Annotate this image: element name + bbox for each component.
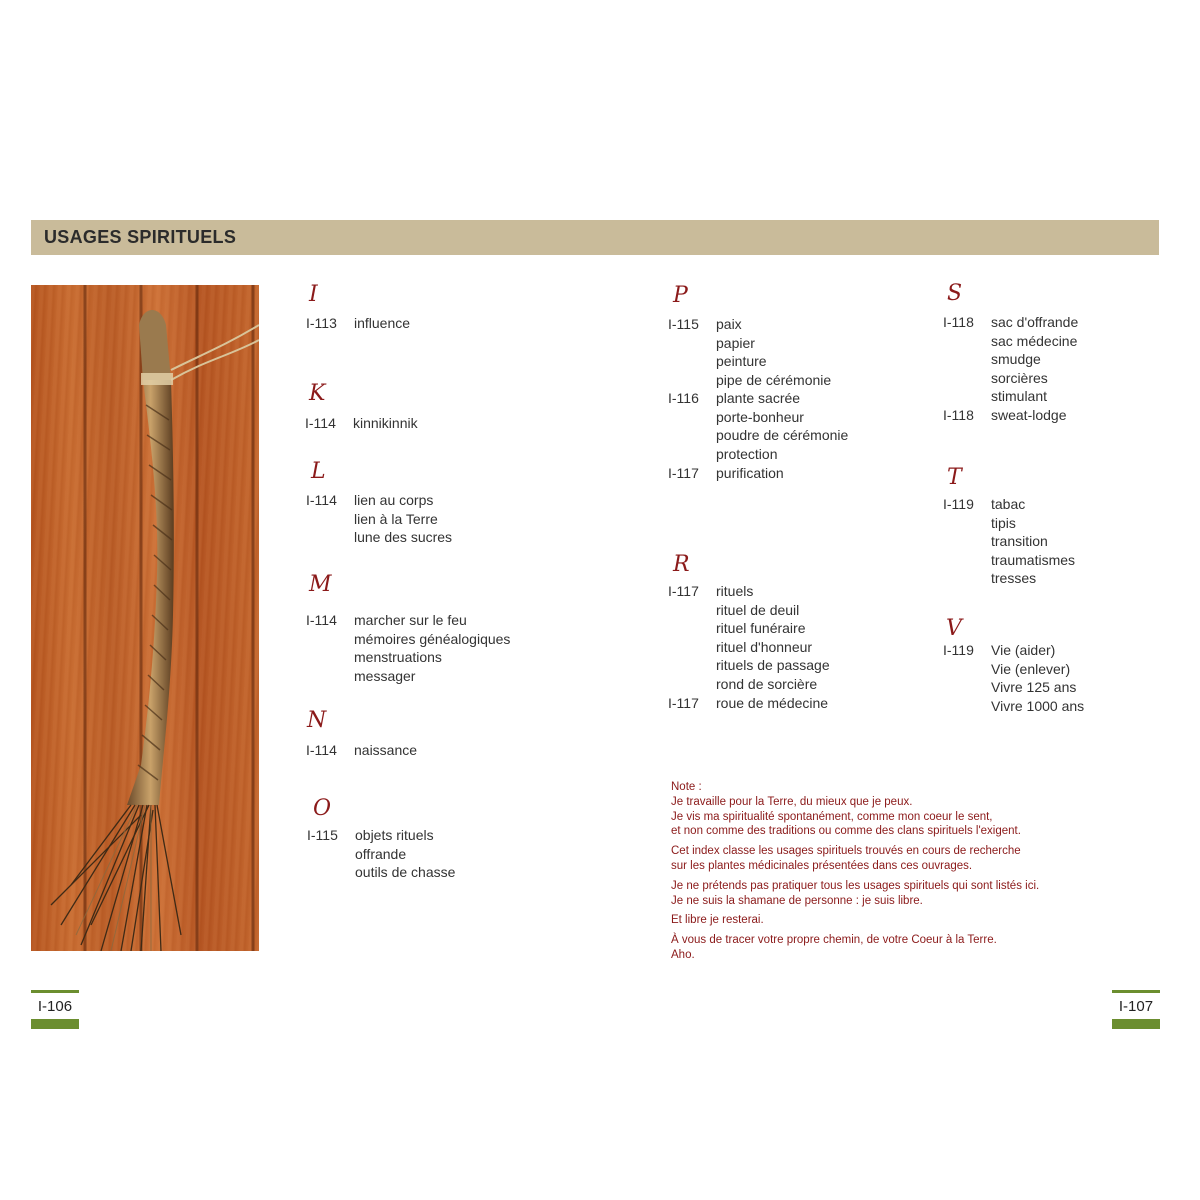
letter-heading-o: O	[313, 796, 332, 821]
index-term: sweat-lodge	[991, 407, 1067, 423]
index-term: smudge	[991, 351, 1041, 368]
page-ref: I-119	[943, 496, 974, 512]
page-ref: I-118	[943, 314, 974, 330]
index-term: traumatismes	[991, 551, 1076, 568]
index-term: objets rituels	[355, 827, 434, 843]
index-term: menstruations	[354, 649, 442, 666]
index-term: rituel de deuil	[716, 601, 800, 618]
index-term: porte-bonheur	[716, 408, 804, 425]
index-term: rituels de passage	[716, 657, 830, 674]
page-ref: I-117	[668, 695, 699, 711]
index-term: messager	[354, 667, 416, 684]
note-line: sur les plantes médicinales présentées dans ces ouvrages.	[671, 859, 973, 872]
braid-illustration	[31, 285, 259, 951]
note-line: Je ne prétends pas pratiquer tous les usages spirituels qui sont listés ici.	[671, 879, 1040, 892]
page-ref: I-119	[943, 642, 974, 658]
note-line: Je travaille pour la Terre, du mieux que je peux.	[671, 795, 913, 808]
page-ref: I-117	[668, 583, 699, 599]
index-term: sac médecine	[991, 332, 1078, 349]
note-line: À vous de tracer votre propre chemin, de votre Coeur à la Terre.	[671, 934, 997, 947]
letter-heading-m: M	[309, 572, 332, 597]
index-term: transition	[991, 533, 1048, 550]
page-ref: I-115	[668, 316, 699, 332]
note-line: Et libre je resterai.	[671, 914, 764, 927]
letter-heading-t: T	[947, 465, 962, 490]
page-number-right	[1112, 990, 1160, 1029]
page-number-left	[31, 990, 79, 1029]
index-term: Vivre 125 ans	[991, 679, 1077, 696]
index-term: lien au corps	[354, 492, 434, 508]
note-line: et non comme des traditions ou comme des clans spirituels l'exigent.	[671, 825, 1021, 838]
page-ref: I-114	[306, 492, 337, 508]
index-term: sac d'offrande	[991, 314, 1079, 330]
page-ref: I-118	[943, 407, 974, 423]
index-term: paix	[716, 316, 742, 332]
note-line: Je vis ma spiritualité spontanément, comme mon coeur le sent,	[671, 810, 993, 823]
page-ref: I-117	[668, 465, 699, 481]
index-term: stimulant	[991, 388, 1048, 405]
index-term: tresses	[991, 570, 1037, 587]
sweetgrass-braid-photo	[31, 285, 259, 951]
index-term: roue de médecine	[716, 695, 829, 711]
index-term: peinture	[716, 353, 767, 370]
index-term: Vie (aider)	[991, 642, 1056, 658]
letter-heading-s: S	[947, 281, 963, 306]
index-term: influence	[354, 315, 411, 331]
index-term: protection	[716, 445, 778, 462]
page-ref: I-114	[306, 742, 337, 758]
section-header-bar	[31, 220, 1159, 255]
index-term: lien à la Terre	[354, 510, 438, 527]
index-term: outils de chasse	[355, 864, 456, 881]
index-term: offrande	[355, 845, 407, 862]
letter-heading-v: V	[946, 616, 962, 641]
index-term: rituels	[716, 583, 754, 599]
page-number-text: I-107	[1118, 998, 1154, 1015]
index-term: rituel funéraire	[716, 620, 806, 637]
index-term: papier	[716, 334, 755, 351]
letter-heading-i: I	[309, 282, 318, 307]
index-term: sorcières	[991, 369, 1048, 386]
page-number-text: I-106	[37, 998, 73, 1015]
index-term: rond de sorcière	[716, 675, 818, 692]
page-ref: I-114	[306, 612, 337, 628]
letter-heading-n: N	[307, 708, 327, 733]
index-term: rituel d'honneur	[716, 638, 813, 655]
page-number-bar	[31, 1019, 79, 1029]
letter-heading-l: L	[311, 459, 326, 484]
index-term: Vivre 1000 ans	[991, 697, 1085, 714]
page-ref: I-116	[668, 390, 699, 406]
index-term: marcher sur le feu	[354, 612, 467, 628]
page-number-bar	[1112, 1019, 1160, 1029]
page-ref: I-114	[305, 415, 336, 431]
index-term: naissance	[354, 742, 418, 758]
letter-heading-k: K	[309, 381, 326, 406]
index-term: pipe de cérémonie	[716, 371, 832, 388]
index-term: tipis	[991, 514, 1016, 531]
page-ref: I-115	[307, 827, 338, 843]
index-term: poudre de cérémonie	[716, 427, 849, 444]
note-label: Note :	[671, 781, 702, 793]
index-term: plante sacrée	[716, 390, 801, 406]
index-term: mémoires généalogiques	[354, 630, 511, 647]
note-line: Cet index classe les usages spirituels trouvés en cours de recherche	[671, 845, 1021, 858]
page-ref: I-113	[306, 315, 337, 331]
note-line: Je ne suis la shamane de personne : je suis libre.	[671, 894, 923, 907]
index-term: kinnikinnik	[353, 415, 418, 431]
index-term: Vie (enlever)	[991, 660, 1071, 677]
section-title: USAGES SPIRITUELS	[44, 227, 237, 247]
note-line: Aho.	[671, 948, 695, 961]
letter-heading-r: R	[673, 552, 690, 577]
index-term: tabac	[991, 496, 1026, 512]
author-note	[671, 780, 1091, 968]
index-term: purification	[716, 465, 784, 481]
index-term: lune des sucres	[354, 529, 453, 546]
letter-heading-p: P	[673, 283, 688, 308]
